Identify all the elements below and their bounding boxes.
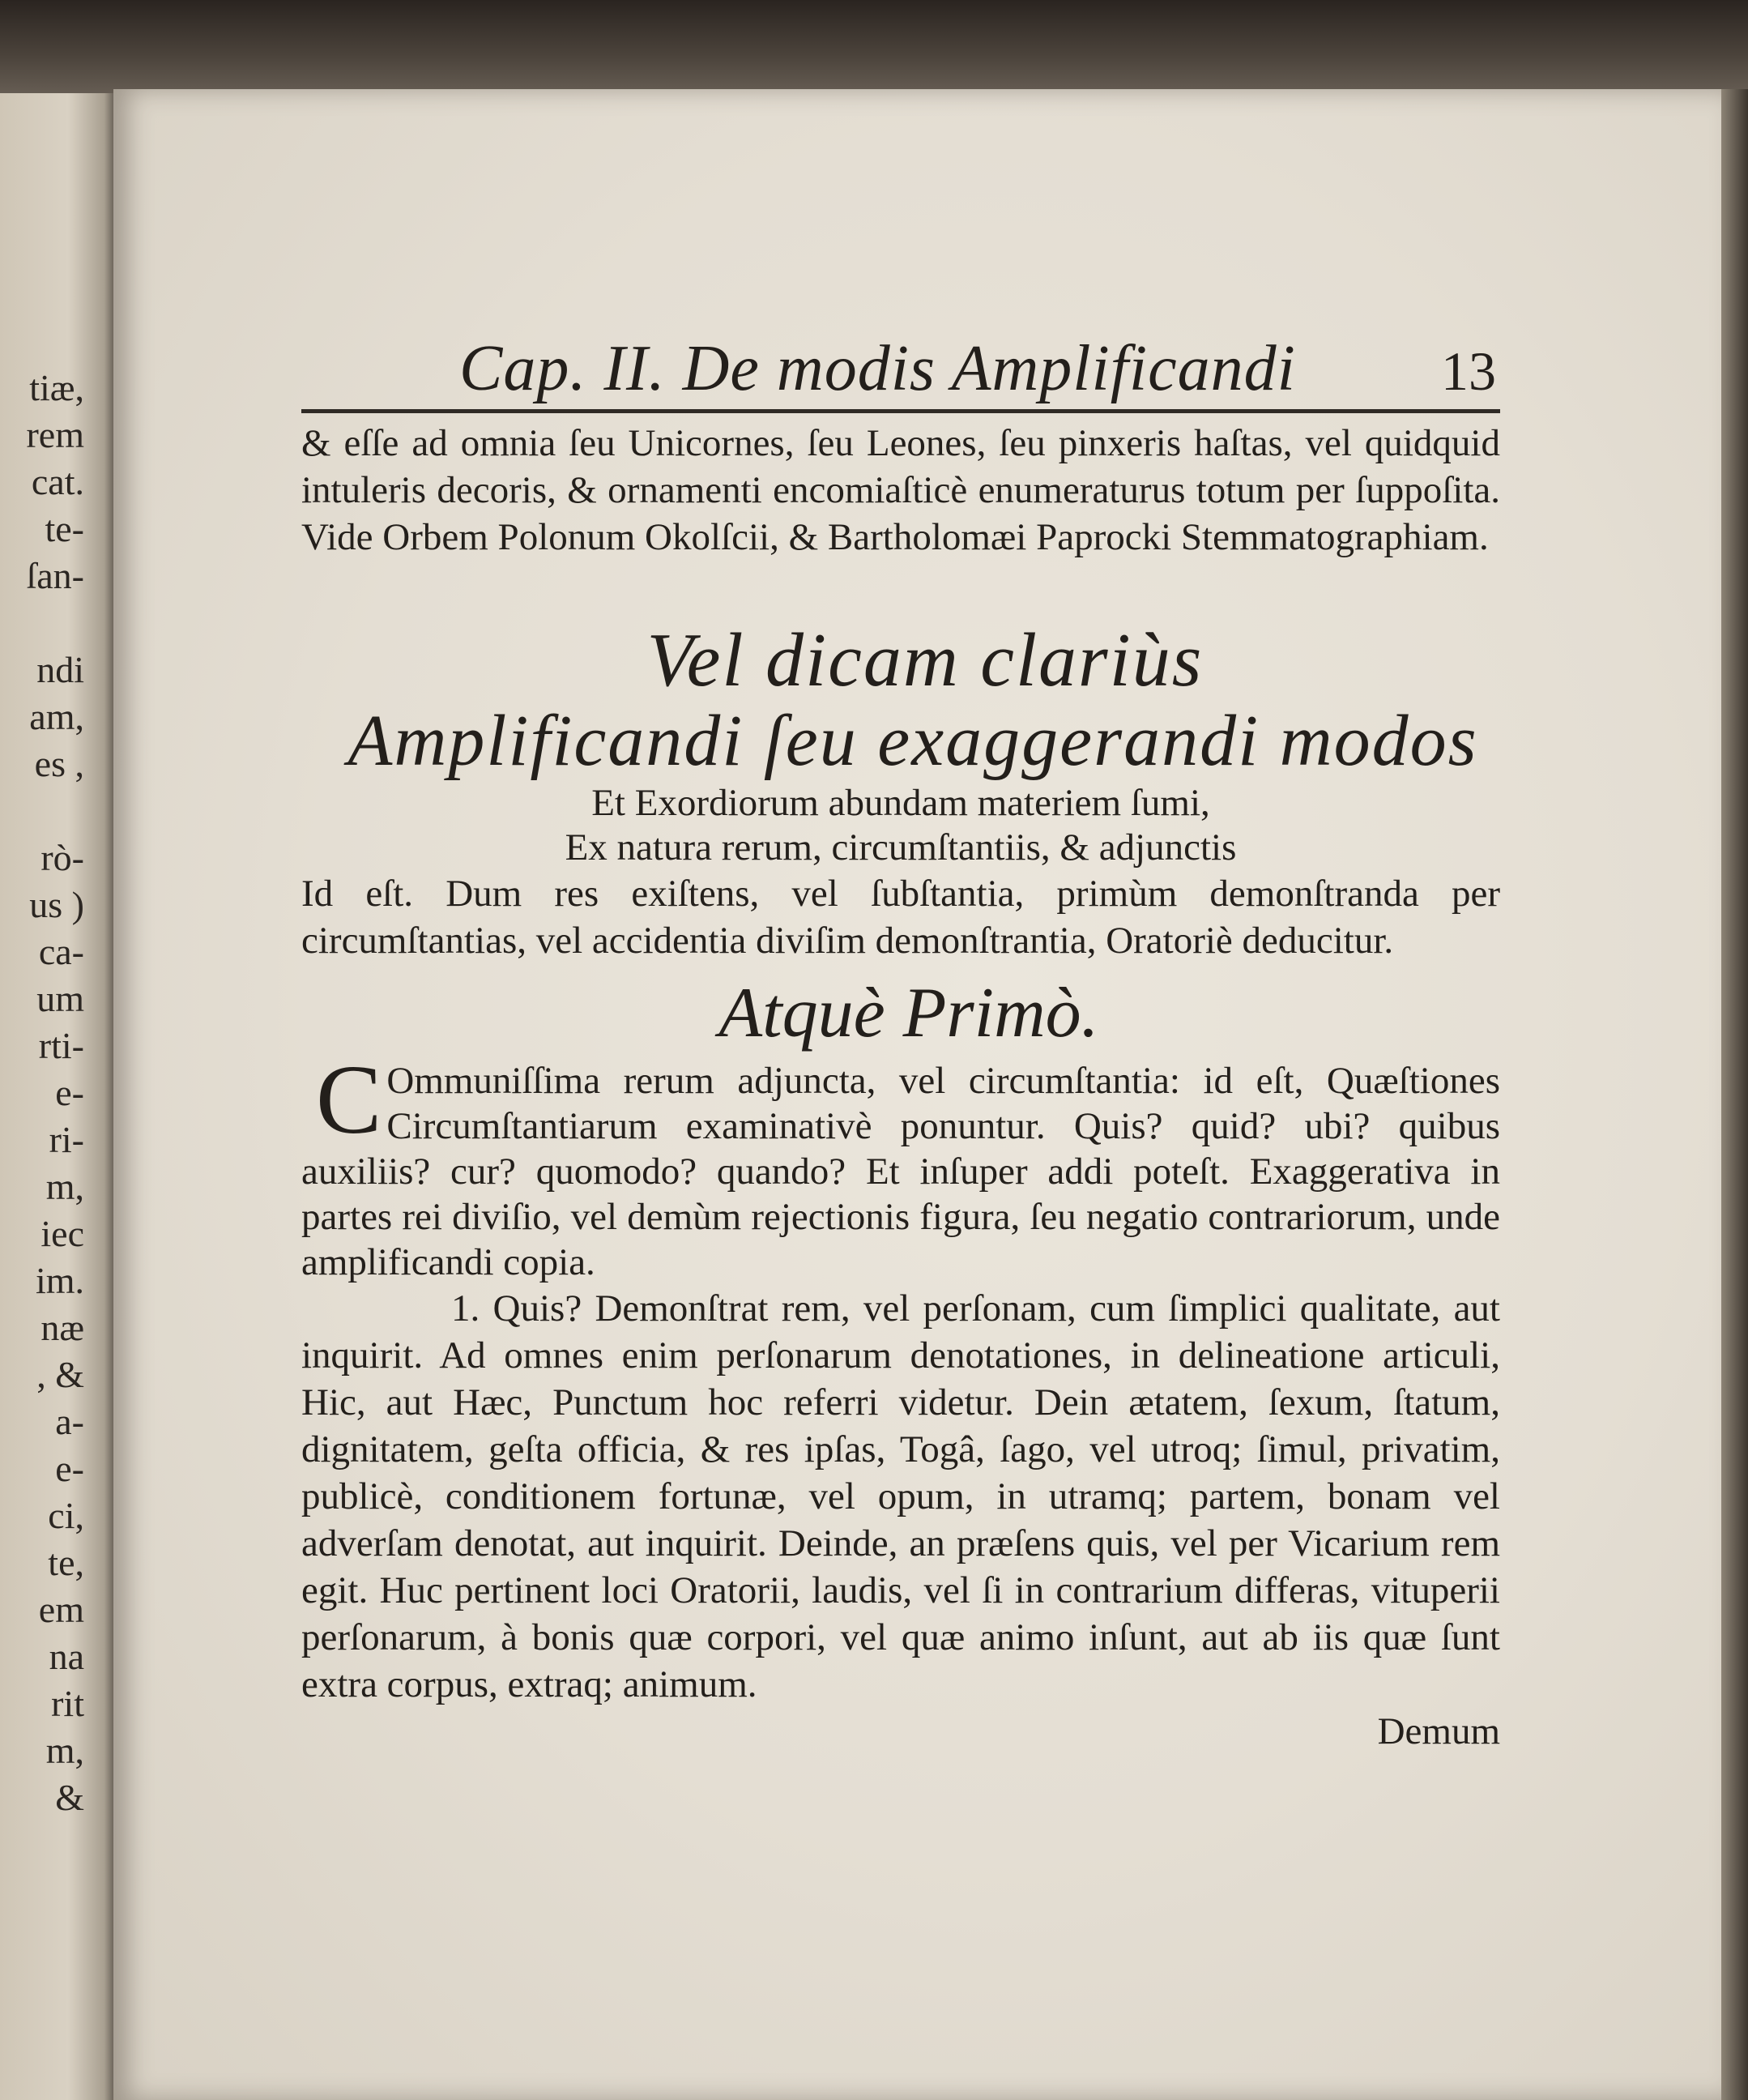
book-top-edge	[0, 0, 1748, 101]
left-page-fragment: iec	[41, 1213, 84, 1254]
left-page-fragment: m,	[45, 1730, 84, 1771]
left-page-fragment: ſan-	[26, 555, 84, 596]
left-page-fragment: rem	[26, 414, 84, 455]
left-page-fragment	[0, 600, 113, 647]
book-right-edge	[1721, 89, 1748, 2100]
left-page-fragment: m,	[45, 1166, 84, 1207]
section-heading-2: Amplificandi ſeu exaggerandi modos	[347, 701, 1478, 781]
left-page-fragment: na	[49, 1636, 84, 1677]
book-page	[113, 89, 1721, 2100]
left-page-fragment: næ	[41, 1307, 84, 1348]
left-page-fragment: am,	[29, 696, 84, 737]
left-page-fragment: ri-	[49, 1119, 84, 1160]
left-page-fragment: e-	[55, 1072, 84, 1113]
page-number: 13	[1441, 340, 1496, 402]
left-page-fragment: rò-	[41, 837, 84, 878]
left-page-fragment: ci,	[48, 1495, 84, 1536]
left-page-fragment: te,	[48, 1542, 84, 1583]
left-page-fragment: es ,	[34, 743, 84, 784]
left-page-fragment: rit	[51, 1683, 84, 1724]
running-head-title: Cap. II. De modis Amplificandi	[459, 333, 1296, 404]
left-page-fragments	[0, 365, 113, 1821]
left-page-fragment: a-	[55, 1401, 84, 1442]
centered-line-2: Ex natura rerum, circumſtantiis, & adjunctis	[565, 826, 1237, 869]
left-page-fragment: te-	[45, 508, 84, 549]
left-page-fragment: ca-	[38, 931, 84, 972]
main-paragraph: Ommuniſſima rerum adjuncta, vel circumſtantia: id eſt, Quæſtiones Circumſtantiarum examinativè ponuntur. Quis? quid? ubi? quibus auxiliis? cur? quomodo? quando? Et inſuper addi poteſt. Exaggerativa in partes rei diviſio, vel demùm rejectionis figura, ſeu negatio contrariorum, unde amplificandi copia.	[301, 1060, 1500, 1283]
definition-paragraph: Id eſt. Dum res exiſtens, vel ſubſtantia, primùm demonſtranda per circumſtantias, vel accidentia diviſim demonſtrantia, Oratoriè deducitur.	[301, 873, 1500, 962]
left-page-fragment: &	[55, 1777, 84, 1818]
catchword: Demum	[1377, 1710, 1500, 1752]
left-page-fragment: em	[38, 1589, 84, 1630]
left-page-margin	[0, 93, 113, 2100]
left-page-fragment: um	[36, 978, 84, 1019]
left-page-fragment: ndi	[36, 649, 84, 690]
left-page-fragment: tiæ,	[29, 367, 84, 408]
left-page-fragment: im.	[35, 1260, 84, 1301]
centered-line-1: Et Exordiorum abundam materiem ſumi,	[591, 782, 1210, 824]
running-head	[301, 332, 1500, 413]
left-page-fragment	[0, 788, 113, 834]
opening-paragraph: & eſſe ad omnia ſeu Unicornes, ſeu Leones, ſeu pinxeris haſtas, vel quidquid intuleris decoris, & ornamenti encomiaſticè enumeraturus totum per ſuppoſita. Vide Orbem Polonum Okolſcii, & Bartholomæi Paprocki Stemmatographiam.	[301, 422, 1500, 558]
left-page-fragment: e-	[55, 1448, 84, 1489]
main-paragraph-block	[301, 1045, 1500, 1285]
drop-cap: C	[316, 1045, 382, 1155]
left-page-fragment: us )	[29, 884, 84, 925]
section-heading-1: Vel dicam clariùs	[646, 618, 1204, 702]
page-content	[301, 332, 1500, 1755]
left-page-fragment: cat.	[31, 461, 84, 502]
quis-paragraph: 1. Quis? Demonſtrat rem, vel perſonam, cum ſimplici qualitate, aut inquirit. Ad omnes enim perſonarum denotationes, in delineatione articuli, Hic, aut Hæc, Punctum hoc referri videtur. Dein ætatem, ſexum, ſtatum, dignitatem, geſta officia, & res ipſas, Togâ, ſago, vel utroq; ſimul, privatim, publicè, conditionem fortunæ, vel opum, in utramq; partem, bonam vel adverſam denotat, aut inquirit. Deinde, an præſens quis, vel per Vicarium rem egit. Huc pertinent loci Oratorii, laudis, vel ſi in contrarium differas, vituperii perſonarum, à bonis quæ corpori, vel quæ animo inſunt, aut ab iis quæ ſunt extra corpus, extraq; animum.	[301, 1287, 1500, 1705]
subsection-heading: Atquè Primò.	[718, 974, 1099, 1052]
left-page-fragment: , &	[36, 1354, 84, 1395]
left-page-fragment: rti-	[38, 1025, 84, 1066]
